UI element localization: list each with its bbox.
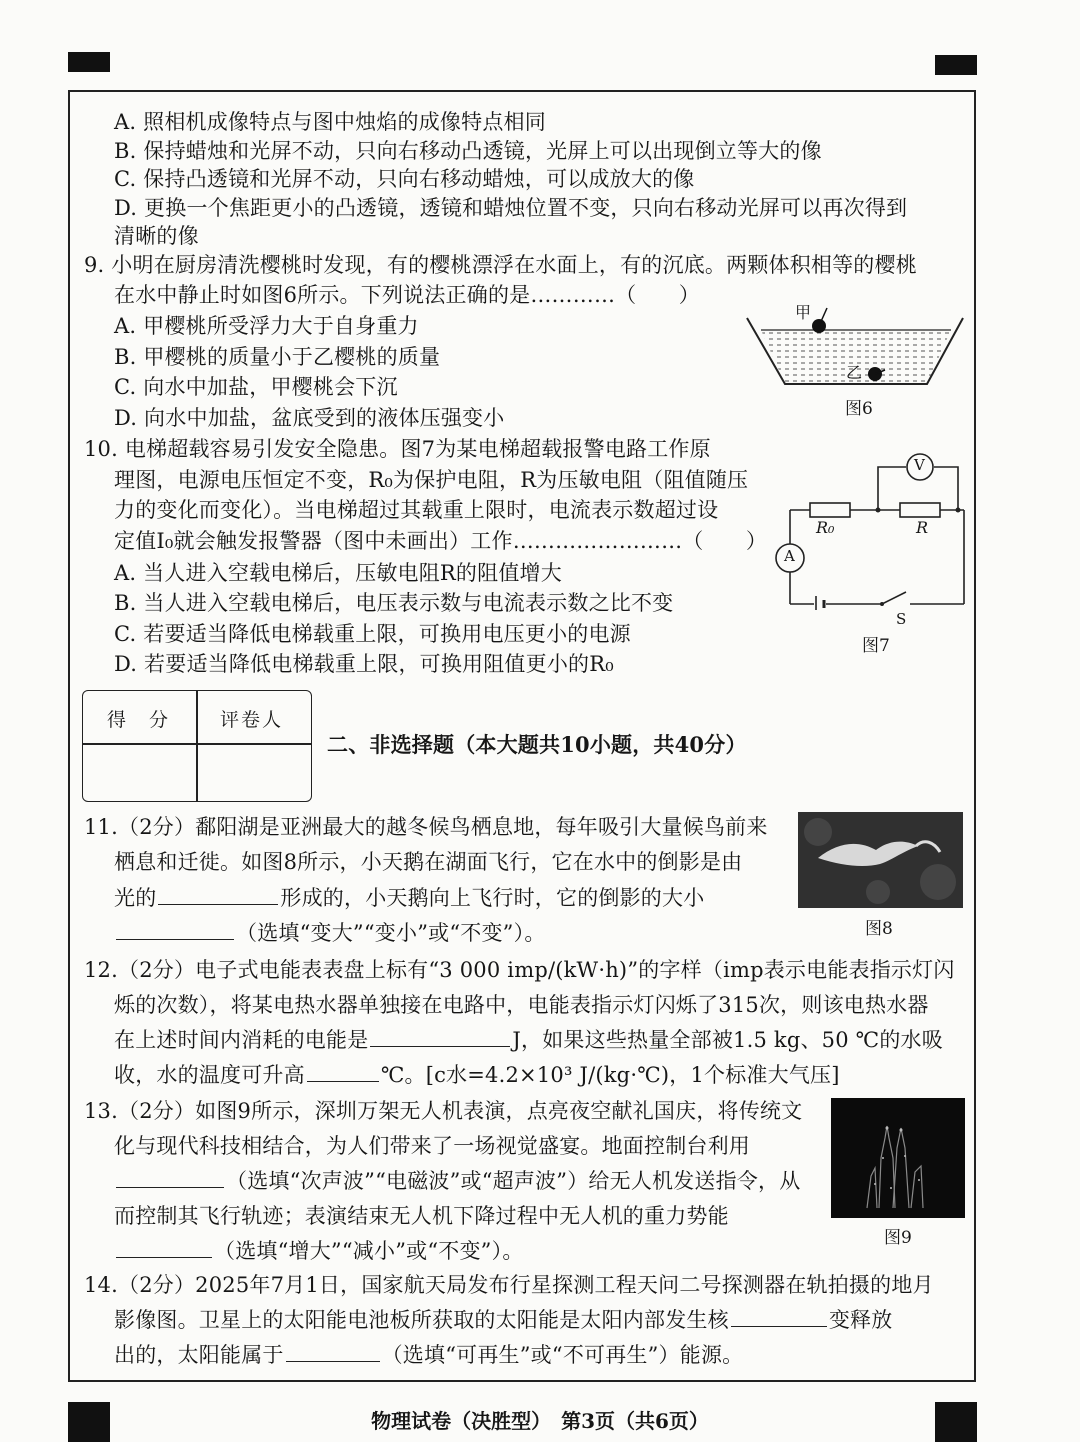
q11-line3-text-b: 形成的，小天鹅向上飞行时，它的倒影的大小 <box>280 886 705 910</box>
figure-9-caption: 图9 <box>884 1228 912 1248</box>
q11-stem-line1: 11.（2分）鄱阳湖是亚洲最大的越冬候鸟栖息地，每年吸引大量候鸟前来 <box>84 815 768 839</box>
q13-line3-text: （选填“次声波”“电磁波”或“超声波”）给无人机发送指令，从 <box>226 1169 801 1193</box>
q10-stem-line4: 定值I₀就会触发报警器（图中未画出）工作……………………（ ） <box>114 529 768 553</box>
q11-line4-text: （选填“变大”“变小”或“不变”）。 <box>236 921 546 945</box>
figure-7-r-label: R <box>916 518 929 537</box>
q13-blank-2[interactable] <box>116 1237 212 1258</box>
q12-blank-2[interactable] <box>307 1061 379 1082</box>
q10-option-b: B. 当人进入空载电梯后，电压表示数与电流表示数之比不变 <box>114 591 674 615</box>
q13-stem-line4: 而控制其飞行轨迹；表演结束无人机下降过程中无人机的重力势能 <box>114 1204 729 1228</box>
score-box <box>82 690 312 802</box>
q10-option-d: D. 若要适当降低电梯载重上限，可换用阻值更小的R₀ <box>114 652 614 676</box>
figure-7-caption: 图7 <box>862 636 890 656</box>
q14-stem-line1: 14.（2分）2025年7月1日，国家航天局发布行星探测工程天问二号探测器在轨拍摄的地月 <box>84 1273 934 1297</box>
q10-stem-line1: 10. 电梯超载容易引发安全隐患。图7为某电梯超载报警电路工作原 <box>84 437 711 461</box>
q10-option-c: C. 若要适当降低电梯载重上限，可换用电压更小的电源 <box>114 622 631 646</box>
figure-9-drone-photo <box>831 1098 965 1218</box>
q13-stem-line1: 13.（2分）如图9所示，深圳万架无人机表演，点亮夜空献礼国庆，将传统文 <box>84 1099 803 1123</box>
q14-blank-2[interactable] <box>286 1341 380 1362</box>
q10-stem-line2: 理图，电源电压恒定不变，R₀为保护电阻，R为压敏电阻（阻值随压 <box>114 468 749 492</box>
q9-option-c: C. 向水中加盐，甲樱桃会下沉 <box>114 375 398 399</box>
q12-line3-text-a: 在上述时间内消耗的电能是 <box>114 1028 369 1052</box>
figure-8-caption: 图8 <box>865 919 893 939</box>
q14-line2-text-a: 影像图。卫星上的太阳能电池板所获取的太阳能是太阳内部发生核 <box>114 1308 729 1332</box>
q9-option-a: A. 甲樱桃所受浮力大于自身重力 <box>114 314 419 338</box>
q13-stem-line5 <box>114 1237 524 1265</box>
grader-header: 评卷人 <box>220 709 284 731</box>
q8-option-d: D. 更换一个焦距更小的凸透镜，透镜和蜡烛位置不变，只向右移动光屏可以再次得到 <box>114 196 908 220</box>
figure-7-r0-label: R₀ <box>816 518 835 537</box>
figure-6-label-yi: 乙 <box>846 363 863 382</box>
q10-option-a: A. 当人进入空载电梯后，压敏电阻R的阻值增大 <box>114 561 562 585</box>
figure-7-ammeter-label: A <box>784 547 795 565</box>
q12-stem-line3 <box>114 1026 943 1054</box>
q12-stem-line4 <box>114 1061 840 1089</box>
q13-line5-text: （选填“增大”“减小”或“不变”）。 <box>214 1239 524 1263</box>
registration-mark-top-left <box>68 52 110 72</box>
q8-option-a: A. 照相机成像特点与图中烛焰的成像特点相同 <box>114 110 546 134</box>
section-2-title: 二、非选择题（本大题共10小题，共40分） <box>327 732 747 757</box>
figure-8-swan-photo <box>798 812 963 908</box>
q11-stem-line4 <box>114 919 546 947</box>
q14-line2-text-b: 变释放 <box>828 1308 893 1332</box>
q11-blank-1[interactable] <box>158 884 278 905</box>
q11-stem-line2: 栖息和迁徙。如图8所示，小天鹅在湖面飞行，它在水中的倒影是由 <box>114 850 743 874</box>
q14-line3-text-b: （选填“可再生”或“不可再生”）能源。 <box>381 1343 744 1367</box>
q11-blank-2[interactable] <box>116 919 234 940</box>
q14-stem-line3 <box>114 1341 743 1369</box>
q13-blank-1[interactable] <box>116 1167 224 1188</box>
figure-7-switch-label: S <box>896 610 907 628</box>
q12-line4-text-b: ℃。[c水=4.2×10³ J/(kg·℃)，1个标准大气压] <box>380 1063 840 1087</box>
q12-stem-line2: 烁的次数），将某电热水器单独接在电路中，电能表指示灯闪烁了315次，则该电热水器 <box>114 993 929 1017</box>
q8-option-c: C. 保持凸透镜和光屏不动，只向右移动蜡烛，可以成放大的像 <box>114 167 695 191</box>
registration-mark-top-right <box>935 55 977 75</box>
q8-option-b: B. 保持蜡烛和光屏不动，只向右移动凸透镜，光屏上可以出现倒立等大的像 <box>114 139 822 163</box>
q14-stem-line2 <box>114 1306 892 1334</box>
q12-line4-text-a: 收，水的温度可升高 <box>114 1063 305 1087</box>
figure-7-circuit <box>770 450 970 610</box>
q14-blank-1[interactable] <box>731 1306 827 1327</box>
figure-6-label-jia: 甲 <box>795 303 812 322</box>
q12-blank-1[interactable] <box>370 1026 510 1047</box>
q9-option-d: D. 向水中加盐，盆底受到的液体压强变小 <box>114 406 505 430</box>
q12-stem-line1: 12.（2分）电子式电能表表盘上标有“3 000 imp/(kW·h)”的字样（imp表示电能表指示灯闪 <box>84 958 955 982</box>
q9-stem-line2: 在水中静止时如图6所示。下列说法正确的是…………（ ） <box>114 283 700 307</box>
q11-line3-text-a: 光的 <box>114 886 157 910</box>
q10-stem-line3: 力的变化而变化）。当电梯超过其载重上限时，电流表示数超过设 <box>114 498 719 522</box>
page-footer: 物理试卷（决胜型） 第3页（共6页） <box>371 1409 709 1433</box>
q9-stem-line1: 9. 小明在厨房清洗樱桃时发现，有的樱桃漂浮在水面上，有的沉底。两颗体积相等的樱桃 <box>84 253 917 277</box>
q12-line3-text-b: J，如果这些热量全部被1.5 kg、50 ℃的水吸 <box>512 1028 943 1052</box>
q8-option-d-cont: 清晰的像 <box>114 224 199 248</box>
figure-6-caption: 图6 <box>845 399 873 419</box>
q13-stem-line3 <box>114 1167 800 1195</box>
q13-stem-line2: 化与现代科技相结合，为人们带来了一场视觉盛宴。地面控制台利用 <box>114 1134 750 1158</box>
q14-line3-text-a: 出的，太阳能属于 <box>114 1343 284 1367</box>
q11-stem-line3 <box>114 884 704 912</box>
q9-option-b: B. 甲樱桃的质量小于乙樱桃的质量 <box>114 345 441 369</box>
figure-7-voltmeter-label: V <box>914 456 925 474</box>
score-header: 得 分 <box>107 709 171 731</box>
